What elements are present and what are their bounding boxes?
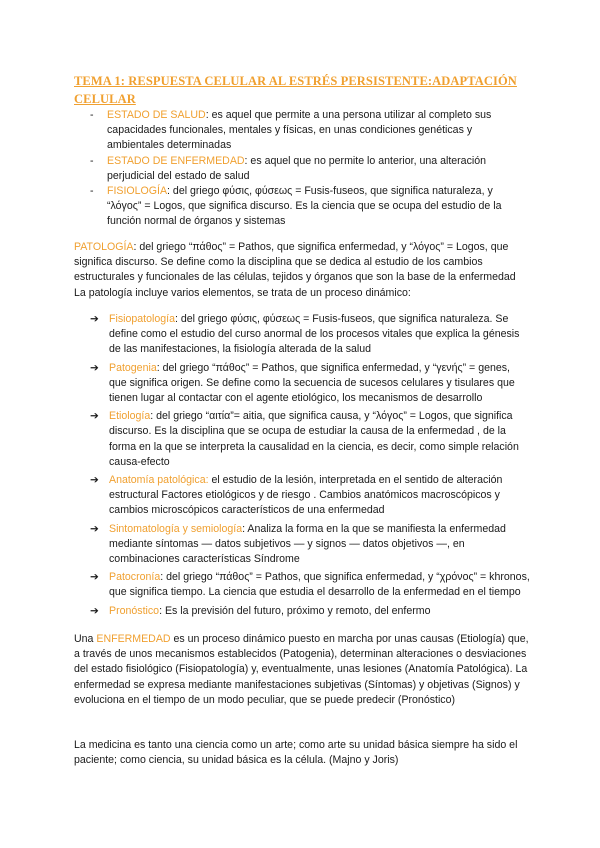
enfermedad-lead: Una [74, 633, 97, 645]
enfermedad-term: ENFERMEDAD [96, 633, 171, 645]
arrow-bullet-icon: ➔ [90, 410, 99, 423]
definition-text: : es aquel que permite a una persona utilizar al completo sus capacidades funcionales, mentales y físicas, en unas condiciones genéticas y ambientales determinadas [107, 109, 492, 152]
enfermedad-text: es un proceso dinámico puesto en marcha por unas causas (Etiología) que, a través de unos mecanismos establecidos (Patogenia), determinan alteraciones o desviaciones del estado fisiológico (Fisiopatología) y, eventualmente, unas lesiones (Anatomía Patológica). La enfermedad se expresa mediante manifestaciones subjetivas (Síntomas) y objetivas (Signos) y evoluciona en el tiempo de un modo peculiar, que se puede predecir (Pronóstico) [74, 633, 529, 706]
element-text: el estudio de la lesión, interpretada en el sentido de alteración estructural Factores etiológicos y de riesgo . Cambios anatómicos macroscópicos y cambios microscópicos característicos de una enfermedad [109, 474, 503, 517]
element-text: : del griego “πάθος” = Pathos, que significa enfermedad, y “χρόνος” = khronos, que significa tiempo. La ciencia que estudia el desarrollo de la enfermedad en el tiempo [109, 571, 530, 599]
patologia-term: PATOLOGÍA [74, 241, 134, 253]
dash-bullet: - [90, 154, 94, 167]
element-text: : del griego “πάθος” = Pathos, que significa enfermedad, y “γενής” = genes, que significa origen. Se define como la secuencia de sucesos celulares y tisulares que tienen lugar al contactar con el agente etiológico, los mecanismos de desarrollo [109, 361, 515, 405]
element-term: Patocronía [109, 571, 161, 584]
element-text: : del griego φύσις, φύσεως = Fusis-fuseos, que significa naturaleza. Se define como el estudio del curso anormal de los procesos vitales que explica la génesis de las manifestaciones, la fisiología alterada de la salud [109, 313, 520, 356]
patologia-text: : del griego “πάθος” = Pathos, que significa enfermedad, y “λόγος” = Logos, que significa discurso. Se define como la disciplina que se dedica al estudio de los cambios estructurales y funcionales de las células, tejidos y órganos que son la base de la enfermedad [74, 241, 516, 284]
definition-item [88, 184, 528, 230]
dash-bullet: - [90, 185, 94, 198]
patologia-intro: La patología incluye varios elementos, se trata de un proceso dinámico: [74, 286, 411, 299]
element-text: : del griego “αιτία”= aitia, que significa causa, y “λόγος” = Logos, que significa discurso. Es la disciplina que se ocupa de estudiar la causa de la enfermedad , de la forma en la que se interpreta la causalidad en la ciencia, es decir, como simple relación causa-efecto [109, 410, 519, 468]
page-title: TEMA 1: RESPUESTA CELULAR AL ESTRÉS PERSISTENTE:ADAPTACIÓN CELULAR [74, 74, 517, 106]
patologia-paragraph [74, 240, 530, 301]
element-item [90, 570, 530, 600]
element-term: Pronóstico [109, 604, 160, 617]
arrow-bullet-icon: ➔ [90, 571, 99, 584]
definition-term: ESTADO DE SALUD [107, 109, 206, 121]
element-item [90, 604, 530, 619]
definition-text: : es aquel que no permite lo anterior, una alteración perjudicial del estado de salud [107, 154, 487, 182]
element-item [90, 522, 530, 568]
definition-term: FISIOLOGÍA [107, 185, 168, 198]
element-item [90, 473, 530, 519]
definitions-list [88, 108, 528, 230]
arrow-bullet-icon: ➔ [90, 361, 99, 374]
element-term: Sintomatología y semiología [109, 522, 243, 535]
element-term: Anatomía patológica: [109, 474, 209, 487]
elements-list [90, 312, 530, 622]
definition-text: : del griego φύσις, φύσεως = Fusis-fuseos, que significa naturaleza, y “λόγος” = Logos, que significa discurso. Es la ciencia que se ocupa del estudio de la función normal de órganos y sistemas [107, 185, 502, 228]
enfermedad-paragraph [74, 632, 530, 708]
arrow-bullet-icon: ➔ [90, 522, 99, 535]
definition-item [88, 108, 528, 154]
arrow-bullet-icon: ➔ [90, 474, 99, 487]
arrow-bullet-icon: ➔ [90, 313, 99, 325]
definition-term: ESTADO DE ENFERMEDAD [107, 154, 245, 167]
element-item [90, 409, 530, 470]
definition-item [88, 154, 528, 184]
element-term: Fisiopatología [109, 313, 175, 325]
arrow-bullet-icon: ➔ [90, 604, 99, 617]
closing-paragraph: La medicina es tanto una ciencia como un arte; como arte su unidad básica siempre ha sido el paciente; como ciencia, su unidad básica es la célula. (Majno y Joris) [74, 739, 518, 767]
dash-bullet: - [90, 109, 94, 121]
element-term: Etiología [109, 410, 151, 423]
element-text: : Es la previsión del futuro, próximo y remoto, del enfermo [159, 604, 431, 617]
element-text: : Analiza la forma en la que se manifiesta la enfermedad mediante síntomas — datos subjetivos — y signos — datos objetivos —, en combinaciones características Síndrome [109, 522, 506, 566]
element-item [90, 312, 530, 358]
element-item [90, 361, 530, 407]
element-term: Patogenia [109, 361, 157, 374]
